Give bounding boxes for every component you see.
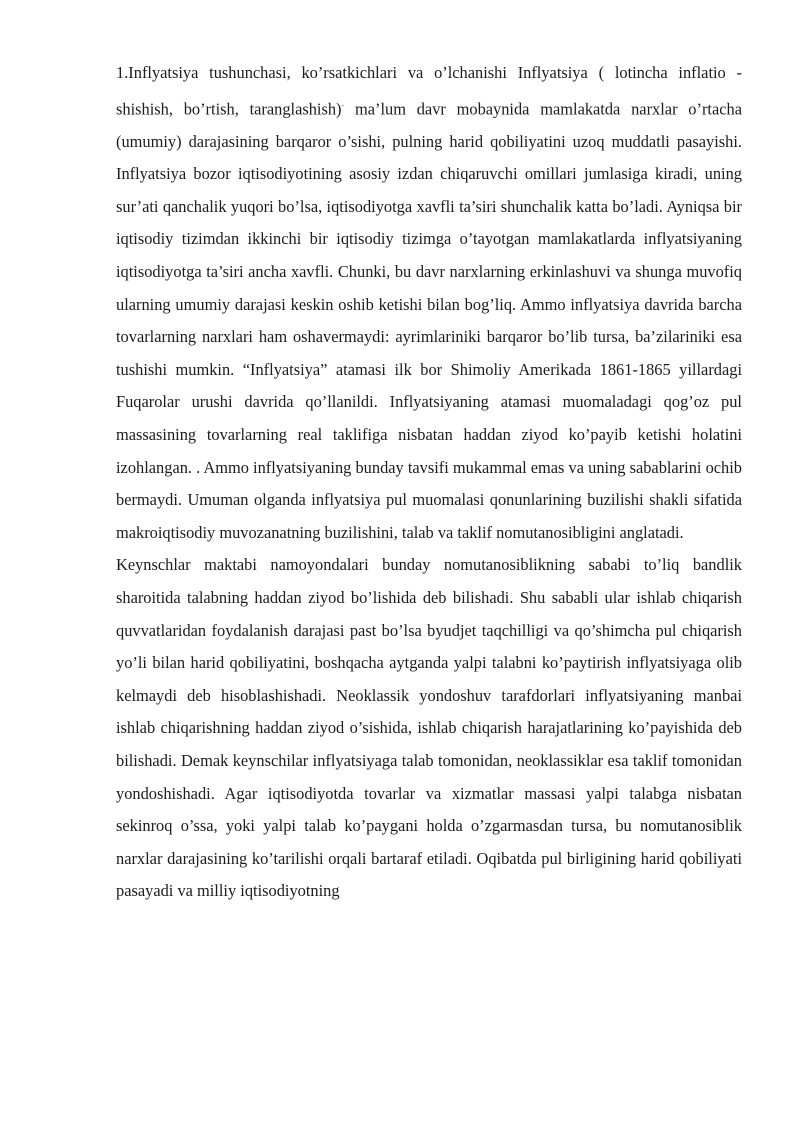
footnote-mark: - (341, 100, 345, 110)
paragraph-inflation-definition (116, 57, 742, 549)
paragraph-keynesian-view: Keynschlar maktabi namoyondalari bunday nomutanosiblikning sababi to’liq bandlik sharoitida talabning haddan ziyod bo’lishida deb bilishadi. Shu sababli ular ishlab chiqarish quvvatlaridan foydalanish darajasi past bo’lsa byudjet taqchilligi va qo’shimcha pul chiqarish yo’li bilan harid qobiliyatini, boshqacha aytganda yalpi talabni ko’paytirish inflyatsiyaga olib kelmaydi deb hisoblashishadi. Neoklassik yondoshuv tarafdorlari inflyatsiyaning manbai ishlab chiqarishning haddan ziyod o’sishida, ishlab chiqarish harajatlarining ko’payishida deb bilishadi. Demak keynschilar inflyatsiyaga talab tomonidan, neoklassiklar esa taklif tomonidan yondoshishadi. Agar iqtisodiyotda tovarlar va xizmatlar massasi yalpi talabga nisbatan sekinroq o’ssa, yoki yalpi talab ko’paygani holda o’zgarmasdan tursa, bu nomutanosiblik narxlar darajasining ko’tarilishi orqali bartaraf etiladi. Oqibatda pul birligining harid qobiliyati pasayadi va milliy iqtisodiyotning (116, 555, 742, 901)
paragraph-1-part-2: ma’lum davr mobaynida mamlakatda narxlar o’rtacha (umumiy) darajasining barqaror o’sishi, pulning harid qobiliyatini uzoq muddatli pasayishi. Inflyatsiya bozor iqtisodiyotining asosiy izdan chiqaruvchi omillari jumlasiga kiradi, uning sur’ati qanchalik yuqori bo’lsa, iqtisodiyotga xavfli ta’siri shunchalik katta bo’ladi. Ayniqsa bir iqtisodiy tizimdan ikkinchi bir iqtisodiy tizimga o’tayotgan mamlakatlarda inflyatsiyaning iqtisodiyotga ta’siri ancha xavfli. Chunki, bu davr narxlarning erkinlashuvi va shunga muvofiq ularning umumiy darajasi keskin oshib ketishi bilan bog’liq. Ammo inflyatsiya davrida barcha tovarlarning narxlari ham oshavermaydi: ayrimlariniki barqaror bo’lib tursa, ba’zilariniki esa tushishi mumkin. “Inflyatsiya” atamasi ilk bor Shimoliy Amerikada 1861-1865 yillardagi Fuqarolar urushi davrida qo’llanildi. Inflyatsiyaning atamasi muomaladagi qog’oz pul massasining tovarlarning real taklifiga nisbatan haddan ziyod ko’payib ketishi holatini izohlangan. . Ammo inflyatsiyaning bunday tavsifi mukammal emas va uning sabablarini ochib bermaydi. Umuman olganda inflyatsiya pul muomalasi qonunlarining buzilishi shakli sifatida makroiqtisodiy muvozanatning buzilishini, talab va taklif nomutanosibligini anglatadi. (116, 99, 742, 542)
paragraph-1-part-1: 1.Inflyatsiya tushunchasi, ko’rsatkichlari va o’lchanishi Inflyatsiya ( lotincha inflatio - shishish, bo’rtish, taranglashish) (116, 63, 742, 119)
document-page (116, 57, 742, 908)
